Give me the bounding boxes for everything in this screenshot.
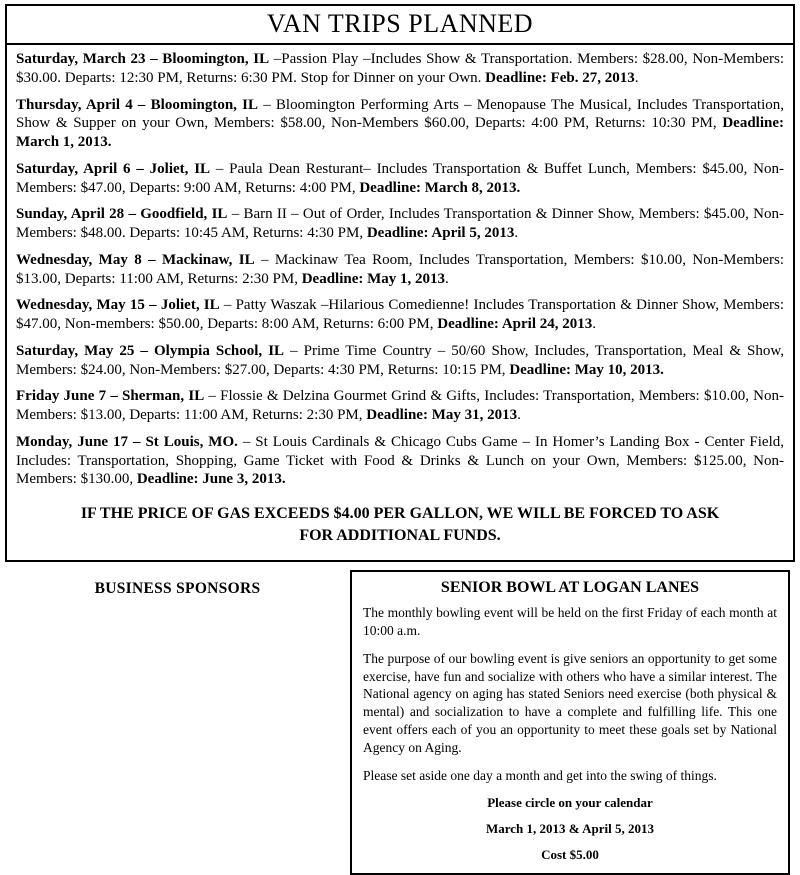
senior-bowl-paragraphs bbox=[363, 604, 777, 784]
bottom-section bbox=[5, 570, 795, 874]
senior-bowl-title: SENIOR BOWL AT LOGAN LANES bbox=[440, 579, 700, 597]
trip-bold-text: Deadline: May 1, 2013 bbox=[301, 270, 446, 287]
trip-item bbox=[16, 342, 784, 380]
trip-text: . bbox=[592, 316, 596, 332]
trip-bold-text: Deadline: May 10, 2013. bbox=[509, 361, 664, 378]
trip-item bbox=[16, 251, 784, 289]
trip-text: . bbox=[517, 407, 521, 423]
trip-text: . bbox=[445, 270, 449, 287]
trip-bold-text: Friday June 7 – Sherman, IL bbox=[16, 388, 205, 405]
senior-bowl-centered-line: Please circle on your calendar bbox=[487, 794, 653, 810]
senior-bowl-centered-line: March 1, 2013 & April 5, 2013 bbox=[485, 820, 655, 836]
trip-item bbox=[16, 160, 784, 198]
trip-text: – Patty Waszak –Hilarious Comedienne! Includes Transportation & Dinner Show, Members: $47.00, Non-members: $50.00, Departs: 8:00 AM, Returns: 6:00 PM, bbox=[16, 297, 784, 332]
van-trips-section bbox=[5, 4, 795, 562]
business-sponsors-heading: BUSINESS SPONSORS bbox=[94, 580, 261, 598]
trip-item bbox=[16, 205, 784, 243]
senior-bowl-paragraph: The monthly bowling event will be held on the first Friday of each month at 10:00 a.m. bbox=[363, 605, 777, 638]
senior-bowl-box bbox=[350, 570, 790, 874]
trip-text: – Bloomington Performing Arts – Menopause The Musical, Includes Transportation, Show & Supper on your Own, Members: $58.00, Non-Members $60.00, Departs: 4:00 PM, Returns: 10:30 PM, bbox=[16, 96, 784, 132]
trip-text: – St Louis Cardinals & Chicago Cubs Game – In Homer’s Landing Box - Center Field, Includes: Transportation, Shopping, Game Ticket with Food & Drinks & Lunch on your Own, Members: $125.00, Non-Members: $130.00, bbox=[16, 433, 784, 488]
van-trips-title-box bbox=[7, 6, 793, 45]
trip-bold-text: Deadline: May 31, 2013 bbox=[366, 407, 518, 423]
trip-bold-text: Thursday, April 4 – Bloomington, IL bbox=[16, 96, 258, 113]
trip-text: . bbox=[634, 69, 639, 86]
business-sponsors-column bbox=[5, 570, 350, 598]
senior-bowl-centered-line: Cost $5.00 bbox=[541, 846, 599, 862]
trips-list bbox=[7, 45, 793, 489]
trip-text: – Prime Time Country – 50/60 Show, Includes, Transportation, Meal & Show, Members: $24.00, Non-Members: $27.00, Departs: 4:30 PM, Returns: 10:15 PM, bbox=[16, 342, 784, 378]
senior-bowl-paragraph: Please set aside one day a month and get into the swing of things. bbox=[363, 767, 717, 783]
senior-bowl-centered-lines bbox=[363, 795, 777, 863]
trip-text: – Flossie & Delzina Gourmet Grind & Gifts, Includes: Transportation, Members: $10.00, Non-Members: $13.00, Departs: 11:00 AM, Returns: 2:30 PM, bbox=[16, 388, 784, 423]
trip-bold-text: Deadline: March 8, 2013. bbox=[359, 179, 521, 196]
trip-bold-text: Deadline: April 5, 2013 bbox=[366, 225, 515, 241]
trip-bold-text: Sunday, April 28 – Goodfield, IL bbox=[16, 206, 228, 223]
trip-bold-text: Saturday, March 23 – Bloomington, IL bbox=[16, 51, 270, 67]
trip-bold-text: Deadline: June 3, 2013. bbox=[136, 471, 286, 488]
trip-bold-text: Monday, June 17 – St Louis, MO. bbox=[16, 433, 238, 450]
trip-bold-text: Wednesday, May 8 – Mackinaw, IL bbox=[16, 251, 255, 268]
trip-bold-text: Saturday, May 25 – Olympia School, IL bbox=[16, 342, 285, 359]
trip-item bbox=[16, 433, 784, 489]
page-title: VAN TRIPS PLANNED bbox=[266, 9, 534, 38]
gas-warning: IF THE PRICE OF GAS EXCEEDS $4.00 PER GALLON, WE WILL BE FORCED TO ASK FOR ADDITIONAL FUNDS. bbox=[80, 505, 720, 544]
trip-bold-text: Saturday, April 6 – Joliet, IL bbox=[16, 160, 211, 177]
trip-bold-text: Wednesday, May 15 – Joliet, IL bbox=[16, 297, 220, 314]
trip-text: – Barn II – Out of Order, Includes Transportation & Dinner Show, Members: $45.00, Non-Members: $48.00. Departs: 10:45 AM, Returns: 4:30 PM, bbox=[16, 206, 784, 241]
trip-item bbox=[16, 387, 784, 425]
trip-bold-text: Deadline: April 24, 2013 bbox=[437, 316, 593, 332]
senior-bowl-paragraph: The purpose of our bowling event is give seniors an opportunity to get some exercise, have fun and socialize with others who have a similar interest. The National agency on aging has stated Seniors need exercise (both physical & mental) and socialization to have a complete and fulfilling life. This one event offers each of you an opportunity to meet these goals set by National Agency on Aging. bbox=[363, 650, 777, 755]
trip-text: . bbox=[514, 225, 519, 241]
trip-item bbox=[16, 96, 784, 152]
trip-bold-text: Deadline: March 1, 2013. bbox=[16, 115, 784, 150]
trip-bold-text: Deadline: Feb. 27, 2013 bbox=[485, 69, 635, 86]
trip-text: –Passion Play –Includes Show & Transportation. Members: $28.00, Non-Members: $30.00. Departs: 12:30 PM, Returns: 6:30 PM. Stop for Dinner on your Own. bbox=[16, 51, 784, 86]
trip-text: – Mackinaw Tea Room, Includes Transportation, Members: $10.00, Non-Members: $13.00, Departs: 11:00 AM, Returns: 2:30 PM, bbox=[16, 251, 785, 287]
trip-item bbox=[16, 50, 784, 88]
trip-item bbox=[16, 296, 784, 334]
trip-text: – Paula Dean Resturant– Includes Transportation & Buffet Lunch, Members: $45.00, Non-Members: $47.00, Departs: 9:00 AM, Returns: 4:00 PM, bbox=[16, 160, 784, 196]
